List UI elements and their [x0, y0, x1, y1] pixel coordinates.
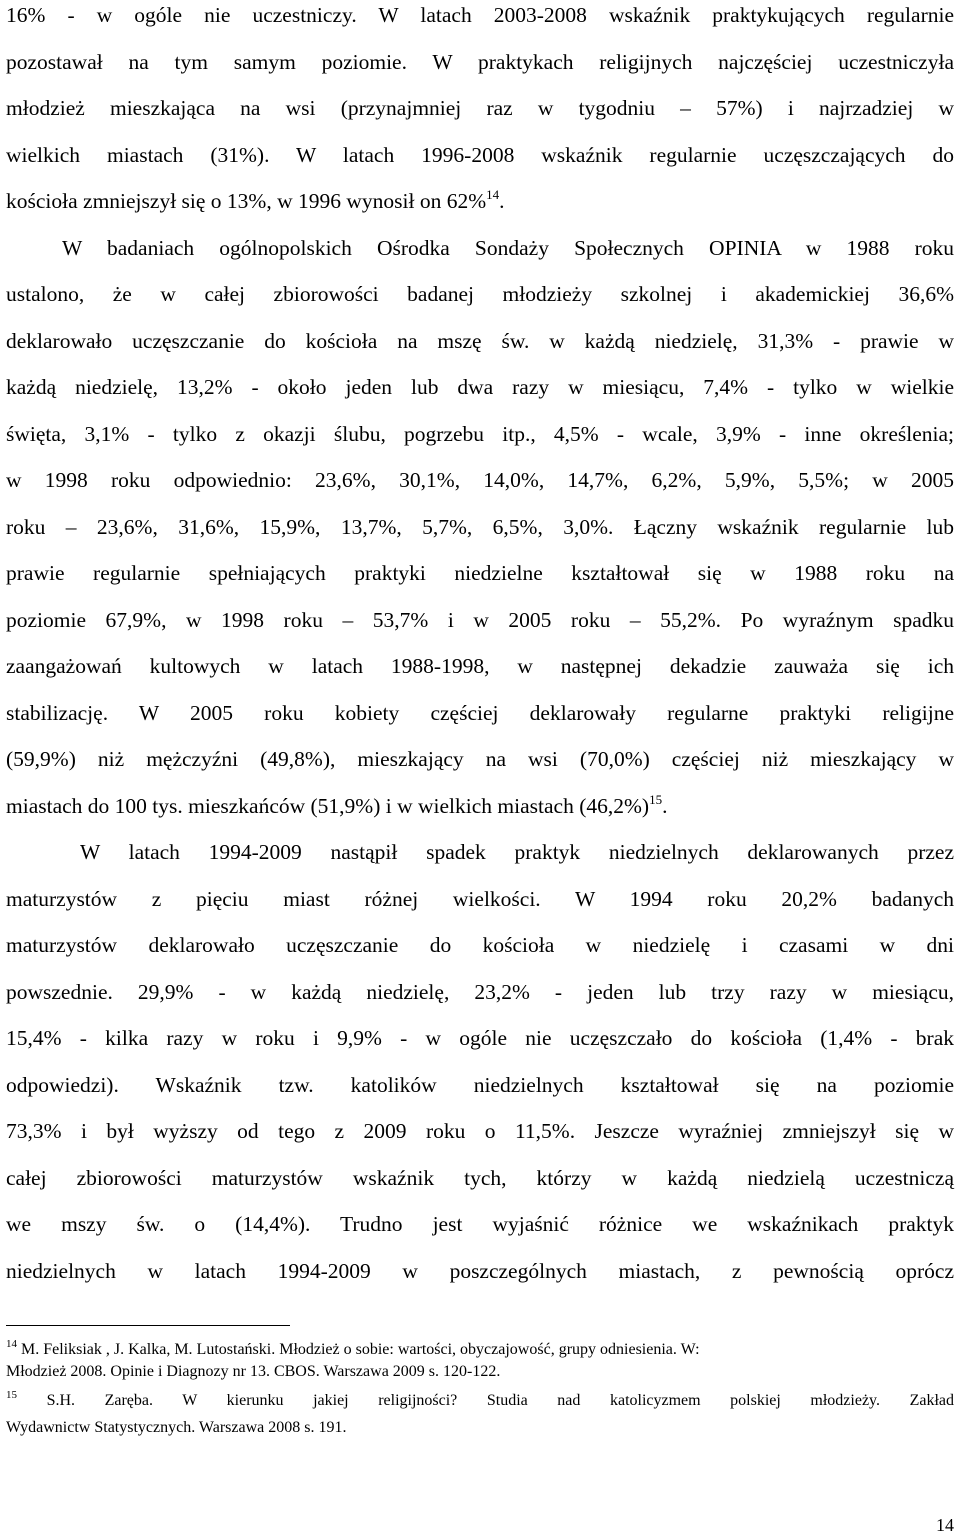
footnote-line: Młodzież 2008. Opinie i Diagnozy nr 13. CBOS. Warszawa 2009 s. 120-122. — [6, 1363, 501, 1380]
page-number: 14 — [936, 1515, 954, 1535]
body-line: zaangażowań kultowych w latach 1988-1998, w następnej dekadzie zauważa się ich — [6, 654, 954, 678]
body-line: prawie regularnie spełniających praktyki niedzielne kształtował się w 1988 roku na — [6, 561, 954, 585]
body-line: W latach 1994-2009 nastąpił spadek praktyk niedzielnych deklarowanych przez — [80, 840, 954, 864]
body-line: całej zbiorowości maturzystów wskaźnik tych, którzy w każdą niedzielą uczestniczą — [6, 1165, 954, 1190]
body-line: każdą niedzielę, 13,2% - około jeden lub dwa razy w miesiącu, 7,4% - tylko w wielkie — [6, 375, 954, 399]
body-line: roku – 23,6%, 31,6%, 15,9%, 13,7%, 5,7%, 6,5%, 3,0%. Łączny wskaźnik regularnie lub — [6, 514, 954, 539]
body-line: powszednie. 29,9% - w każdą niedzielę, 23,2% - jeden lub trzy razy w miesiącu, — [6, 979, 954, 1004]
body-line: w 1998 roku odpowiednio: 23,6%, 30,1%, 14,0%, 14,7%, 6,2%, 5,9%, 5,5%; w 2005 — [6, 468, 954, 492]
body-line: odpowiedzi). Wskaźnik tzw. katolików niedzielnych kształtował się na poziomie — [6, 1072, 954, 1097]
body-line: 15,4% - kilka razy w roku i 9,9% - w ogóle nie uczęszczało do kościoła (1,4% - brak — [6, 1026, 954, 1050]
body-line: kościoła zmniejszył się o 13%, w 1996 wynosił on 62%$^{14}$. — [6, 187, 505, 213]
body-line: 73,3% i był wyższy od tego z 2009 roku o 11,5%. Jeszcze wyraźniej zmniejszył się w — [6, 1119, 954, 1143]
body-line: maturzystów z pięciu miast różnej wielkości. W 1994 roku 20,2% badanych — [6, 886, 954, 911]
body-line: młodzież mieszkająca na wsi (przynajmniej raz w tygodniu – 57%) i najrzadziej w — [6, 96, 954, 120]
body-line: 16% - w ogóle nie uczestniczy. W latach 2003-2008 wskaźnik praktykujących regularnie — [6, 3, 954, 27]
body-line: miastach do 100 tys. mieszkańców (51,9%) i w wielkich miastach $(46,2\%)^{15}$. — [6, 791, 668, 818]
footnote-ref: 15 — [649, 791, 663, 807]
footnote-ref: 14 — [486, 187, 500, 202]
body-line: niedzielnych w latach 1994-2009 w poszczególnych miastach, z pewnością oprócz — [6, 1258, 954, 1283]
footnote-number: 15 — [6, 1389, 17, 1401]
footnote-line: $^{14}$ M. Feliksiak , J. Kalka, M. Lutostański. Młodzież o sobie: wartości, obyczajowość, grupy odniesienia. W: — [6, 1338, 700, 1358]
body-line: deklarowało uczęszczanie do kościoła na mszę św. w każdą niedzielę, 31,3% - prawie w — [6, 328, 954, 353]
body-line: wielkich miastach (31%). W latach 1996-2008 wskaźnik regularnie uczęszczających do — [6, 142, 954, 167]
body-line: maturzystów deklarowało uczęszczanie do kościoła w niedzielę i czasami w dni — [6, 933, 954, 957]
body-line: pozostawał na tym samym poziomie. W praktykach religijnych najczęściej uczestniczyła — [6, 49, 954, 74]
body-line: ustalono, że w całej zbiorowości badanej młodzieży szkolnej i akademickiej 36,6% — [6, 282, 954, 306]
footnote-separator — [6, 1325, 290, 1326]
footnote-line: Wydawnictw Statystycznych. Warszawa 2008 s. 191. — [6, 1419, 347, 1436]
footnote-line: $^{15}$ S.H. Zaręba. W kierunku jakiej religijności? Studia nad katolicyzmem polskiej młodzieży. Zakład — [6, 1389, 954, 1409]
body-line: (59,9%) niż mężczyźni (49,8%), mieszkający na wsi (70,0%) częściej niż mieszkający w — [6, 747, 954, 771]
footnote-number: 14 — [6, 1338, 17, 1350]
body-line: poziomie 67,9%, w 1998 roku – 53,7% i w 2005 roku – 55,2%. Po wyraźnym spadku — [6, 607, 954, 632]
body-line: święta, 3,1% - tylko z okazji ślubu, pogrzebu itp., 4,5% - wcale, 3,9% - inne określenia; — [6, 421, 954, 446]
body-line: W badaniach ogólnopolskich Ośrodka Sondaży Społecznych OPINIA w 1988 roku — [62, 235, 954, 260]
body-line: stabilizację. W 2005 roku kobiety częściej deklarowały regularne praktyki religijne — [6, 700, 954, 725]
body-line: we mszy św. o (14,4%). Trudno jest wyjaśnić różnice we wskaźnikach praktyk — [6, 1212, 954, 1236]
